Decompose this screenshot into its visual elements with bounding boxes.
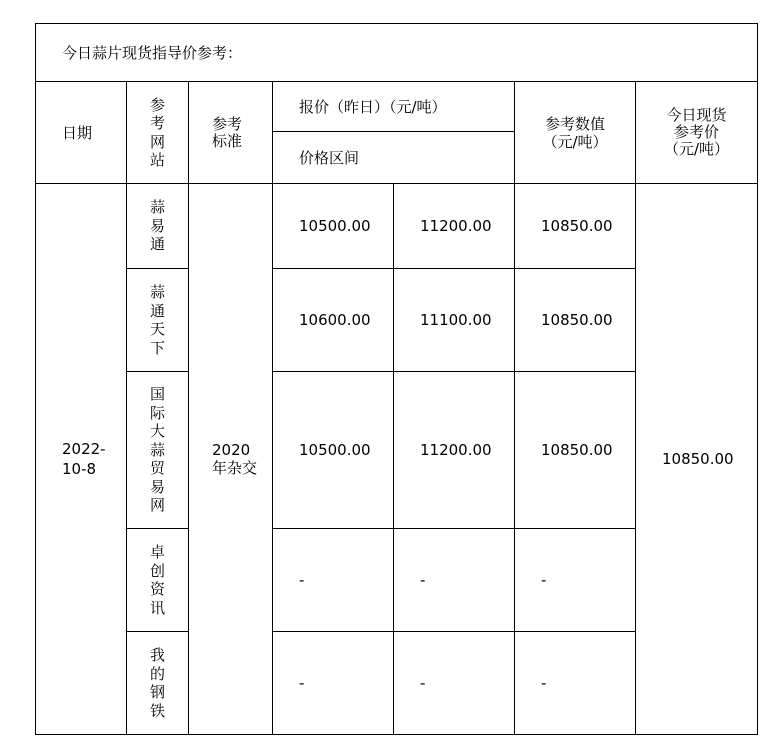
ref-value: 10850.00 [515, 269, 636, 372]
date-cell [36, 184, 127, 735]
ref-value: - [515, 632, 636, 735]
site-name: 国际大蒜贸易网 [149, 385, 165, 515]
price-table [35, 23, 758, 735]
header-ref-value-label: 参考数值（元/吨） [542, 114, 608, 151]
site-name: 蒜易通 [149, 198, 165, 254]
price-high: 11100.00 [394, 269, 515, 372]
ref-value: 10850.00 [515, 372, 636, 529]
site-name: 卓创资讯 [149, 543, 165, 617]
header-site-label: 参考网站 [149, 95, 165, 169]
site-cell [127, 184, 189, 269]
price-low: 10600.00 [273, 269, 394, 372]
standard-cell [189, 184, 273, 735]
header-today-price-label: 今日现货参考价（元/吨） [664, 106, 730, 158]
header-ref-value [515, 82, 636, 184]
header-date: 日期 [36, 82, 127, 184]
ref-value: 10850.00 [515, 184, 636, 269]
header-standard-label: 参考标准 [212, 114, 243, 150]
header-row [36, 82, 758, 132]
title-row [36, 24, 758, 82]
price-high: - [394, 529, 515, 632]
price-high: 11200.00 [394, 184, 515, 269]
header-today-price [636, 82, 758, 184]
site-cell [127, 632, 189, 735]
table-row [36, 184, 758, 269]
today-price-value: 10850.00 [636, 184, 758, 735]
price-low: 10500.00 [273, 372, 394, 529]
price-high: - [394, 632, 515, 735]
site-cell [127, 529, 189, 632]
site-cell [127, 372, 189, 529]
table-title: 今日蒜片现货指导价参考： [36, 24, 758, 82]
site-name: 蒜通天下 [149, 283, 165, 357]
standard-value: 2020年杂交 [212, 441, 258, 477]
site-cell [127, 269, 189, 372]
ref-value: - [515, 529, 636, 632]
price-high: 11200.00 [394, 372, 515, 529]
header-site [127, 82, 189, 184]
header-standard [189, 82, 273, 184]
header-quote: 报价（昨日）（元/吨） [273, 82, 515, 132]
price-low: - [273, 529, 394, 632]
header-range: 价格区间 [273, 132, 515, 184]
price-low: - [273, 632, 394, 735]
date-value: 2022-10-8 [62, 440, 106, 478]
site-name: 我的钢铁 [149, 646, 165, 720]
price-low: 10500.00 [273, 184, 394, 269]
